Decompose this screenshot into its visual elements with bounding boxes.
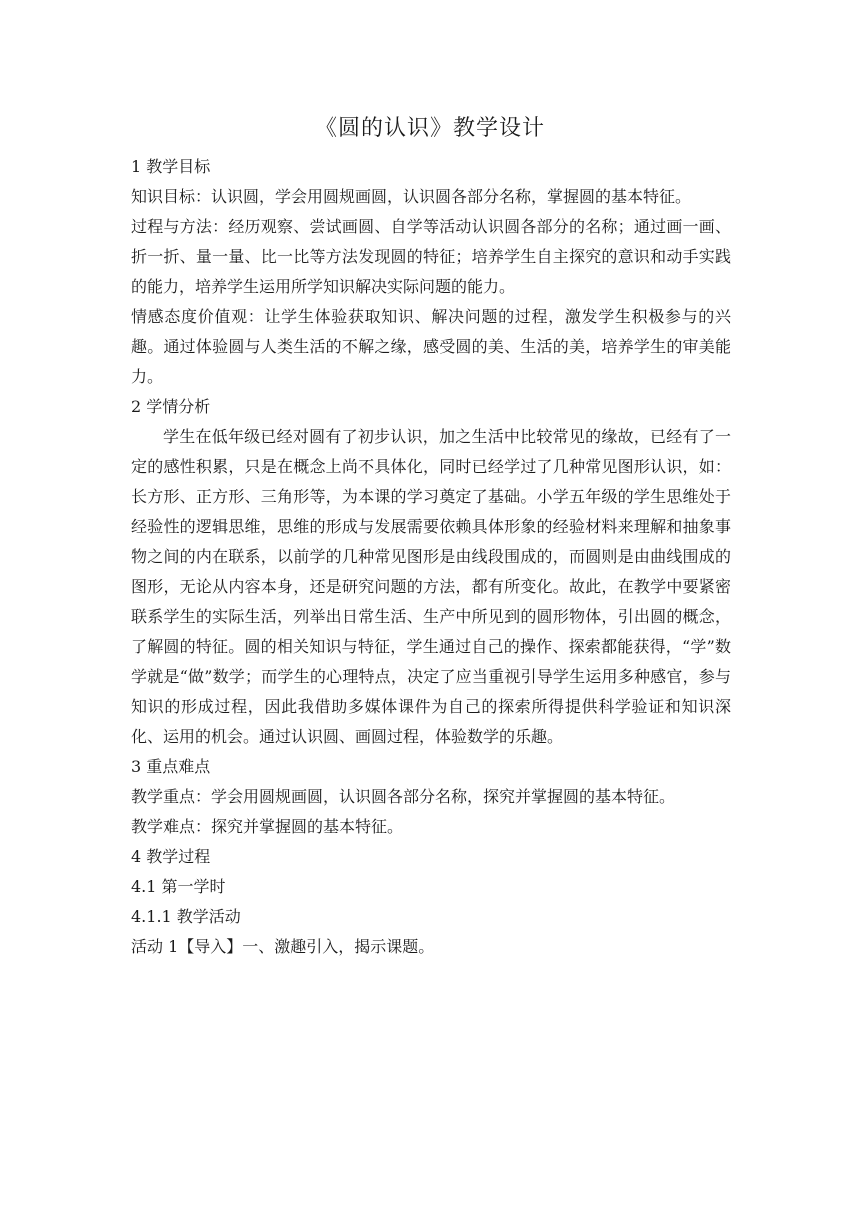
section-heading-key-points: 3 重点难点 — [131, 757, 211, 776]
page-title: 《圆的认识》教学设计 — [314, 116, 545, 141]
section-heading-objectives: 1 教学目标 — [131, 157, 211, 176]
key-point-focus: 教学重点：学会用圆规画圆，认识圆各部分名称，探究并掌握圆的基本特征。 — [131, 787, 676, 806]
activity-1: 活动 1【导入】一、激趣引入，揭示课题。 — [131, 937, 435, 956]
subsection-heading-lesson-1: 4.1 第一学时 — [131, 877, 226, 896]
objective-process: 过程与方法：经历观察、尝试画圆、自学等活动认识圆各部分的名称；通过画一画、折一折、量一量、比一比等方法发现圆的特征；培养学生自主探究的意识和动手实践的能力，培养学生运用所学知识解决实际问题的能力。 — [131, 217, 731, 296]
objective-emotion: 情感态度价值观：让学生体验获取知识、解决问题的过程，激发学生积极参与的兴趣。通过体验圆与人类生活的不解之缘，感受圆的美、生活的美，培养学生的审美能力。 — [131, 307, 731, 386]
section-heading-analysis: 2 学情分析 — [131, 397, 211, 416]
analysis-paragraph: 学生在低年级已经对圆有了初步认识，加之生活中比较常见的缘故，已经有了一定的感性积累，只是在概念上尚不具体化，同时已经学过了几种常见图形认识，如：长方形、正方形、三角形等，为本课的学习奠定了基础。小学五年级的学生思维处于经验性的逻辑思维，思维的形成与发展需要依赖具体形象的经验材料来理解和抽象事物之间的内在联系，以前学的几种常见图形是由线段围成的，而圆则是由曲线围成的图形，无论从内容本身，还是研究问题的方法，都有所变化。故此，在教学中要紧密联系学生的实际生活，列举出日常生活、生产中所见到的圆形物体，引出圆的概念，了解圆的特征。圆的相关知识与特征，学生通过自己的操作、探索都能获得，“学”数学就是“做”数学；而学生的心理特点，决定了应当重视引导学生运用多种感官，参与知识的形成过程，因此我借助多媒体课件为自己的探索所得提供科学验证和知识深化、运用的机会。通过认识圆、画圆过程，体验数学的乐趣。 — [131, 427, 731, 746]
objective-knowledge: 知识目标：认识圆，学会用圆规画圆，认识圆各部分名称，掌握圆的基本特征。 — [131, 187, 692, 206]
document-body — [131, 152, 731, 962]
section-heading-process: 4 教学过程 — [131, 847, 211, 866]
key-point-difficulty: 教学难点：探究并掌握圆的基本特征。 — [131, 817, 404, 836]
subsection-heading-activities: 4.1.1 教学活动 — [131, 907, 241, 926]
